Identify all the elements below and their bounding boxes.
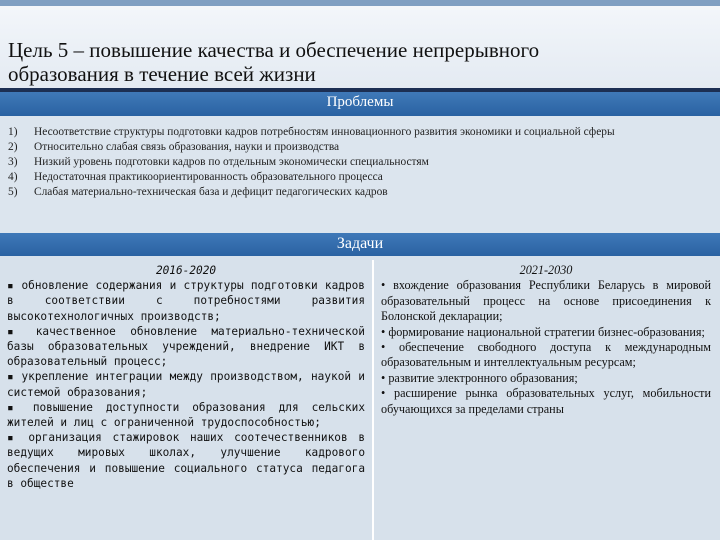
problem-item (8, 155, 720, 170)
task-item: ▪ обновление содержания и структуры подготовки кадров в соответствии с потребностями развития высокотехнологичных производств; (7, 279, 365, 323)
problem-text: Недостаточная практикоориентированность образовательного процесса (34, 171, 383, 183)
tasks-panel (0, 256, 720, 540)
problem-number: 1) (8, 126, 18, 138)
task-item: • развитие электронного образования; (381, 370, 578, 385)
period-label: 2021-2030 (519, 263, 573, 277)
task-item: • расширение рынка образовательных услуг, мобильности обучающихся за пределами страны (381, 386, 711, 416)
tasks-header: Задачи (0, 233, 720, 256)
problem-text: Слабая материально-техническая база и дефицит педагогических кадров (34, 186, 388, 198)
problem-number: 3) (8, 156, 18, 168)
column-divider (372, 260, 374, 540)
title-line-2: образования в течение всей жизни (8, 62, 316, 86)
problems-list (0, 116, 720, 233)
task-item: • обеспечение свободного доступа к международным образовательным и интеллектуальным ресурсам; (381, 340, 711, 370)
problem-number: 4) (8, 171, 18, 183)
task-item: • формирование национальной стратегии бизнес-образования; (381, 324, 705, 339)
task-item: • вхождение образования Республики Беларусь в мировой образовательный процесс на основе присоединения к Болонской декларации; (381, 278, 711, 324)
title-line-1: Цель 5 – повышение качества и обеспечение непрерывного (8, 38, 540, 62)
problem-text: Относительно слабая связь образования, науки и производства (34, 141, 340, 153)
task-item: ▪ качественное обновление материально-технической базы образовательных учреждений, внедрение ИКТ в образовательный процесс; (7, 324, 365, 369)
problem-item (8, 185, 720, 200)
problem-text: Низкий уровень подготовки кадров по отдельным экономически специальностям (34, 156, 429, 168)
problem-item (8, 140, 720, 155)
problem-number: 2) (8, 141, 18, 153)
slide-title (0, 0, 720, 90)
problem-item (8, 125, 720, 140)
task-item: ▪ повышение доступности образования для сельских жителей и лиц с ограниченной трудоспособностью; (7, 400, 365, 430)
problems-header: Проблемы (0, 92, 720, 116)
problem-number: 5) (8, 186, 18, 198)
task-item: ▪ организация стажировок наших соотечественников в ведущих мировых школах, улучшение кадрового обеспечения и повышение социального статуса педагога в обществе (7, 431, 365, 490)
tasks-column-2021-2030 (381, 263, 711, 417)
problem-item (8, 170, 720, 185)
problem-text: Несоответствие структуры подготовки кадров потребностям инновационного развития экономики и социальной сферы (34, 126, 615, 138)
tasks-column-2016-2020 (7, 263, 365, 491)
task-item: ▪ укрепление интеграции между производством, наукой и системой образования; (7, 370, 365, 399)
period-label: 2016-2020 (155, 264, 217, 277)
